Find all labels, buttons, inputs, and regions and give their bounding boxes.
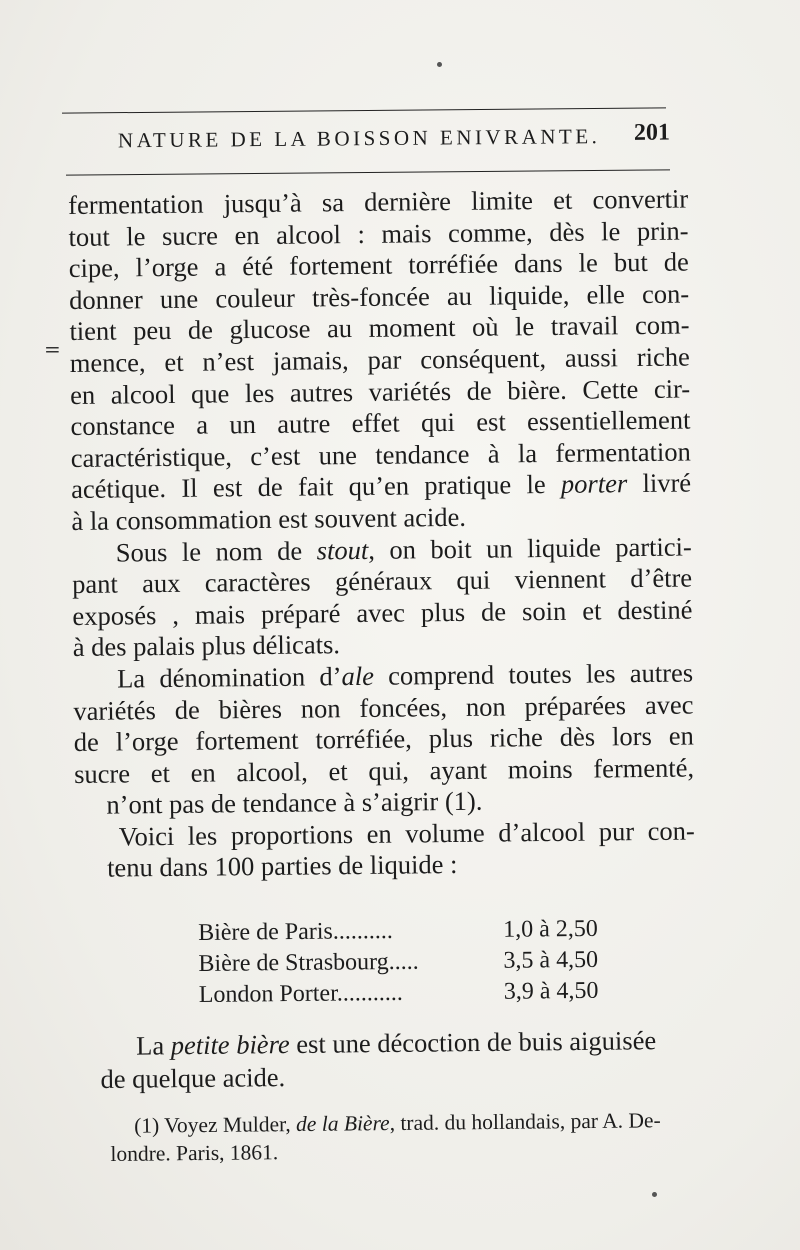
text-line: tenu dans 100 parties de liquide :: [106, 849, 458, 884]
running-header: [100, 118, 670, 167]
footnote-line: londre. Paris, 1861.: [110, 1140, 279, 1166]
table-value: 3,9 à 4,50: [503, 977, 599, 1005]
table-label: Bière de Strasbourg.....: [198, 948, 419, 977]
text-line: caractéristique, c’est une tendance à la fermentation: [70, 436, 691, 473]
italic-term: ale: [341, 660, 375, 692]
italic-term: petite bière: [170, 1029, 290, 1061]
header-rule-bottom: [66, 169, 670, 175]
table-label: London Porter...........: [198, 979, 403, 1008]
italic-term: stout: [316, 534, 369, 565]
text-line: fermentation jusqu’à sa dernière limite et convertir: [68, 183, 689, 220]
text-line: tient peu de glucose au moment où le travail com-: [69, 309, 690, 347]
italic-term: de la Bière: [295, 1111, 390, 1137]
text-line: donner une couleur très-foncée au liquide, elle con-: [68, 278, 690, 315]
text-line: [71, 468, 691, 506]
running-title: NATURE DE LA BOISSON ENIVRANTE.: [117, 124, 601, 153]
text-line: cipe, l’orge a été fortement torréfiée dans le but de: [68, 246, 689, 284]
text-fragment: est une décoction de buis aiguisée: [289, 1025, 657, 1060]
text-fragment: La dénomination d’: [116, 661, 342, 694]
text-line: pant aux caractères généraux qui viennent d’être: [71, 562, 693, 600]
italic-term: porter: [560, 468, 628, 500]
text-fragment: livré: [627, 467, 692, 499]
text-fragment: acétique. Il est de fait qu’en pratique le: [70, 469, 562, 505]
text-line: variétés de bières non foncées, non préparées avec: [73, 688, 694, 726]
text-line: tout le sucre en alcool : mais comme, dès le prin-: [68, 215, 689, 252]
closing-paragraph: [100, 1024, 691, 1096]
table-row: [199, 975, 639, 1011]
header-rule-top: [62, 107, 666, 113]
text-line: [100, 1024, 690, 1063]
text-fragment: Sous le nom de: [115, 534, 317, 568]
text-line: n’ont pas de tendance à s’aigrir (1).: [106, 785, 483, 820]
text-line: sucre et en alcool, et qui, ayant moins fermenté,: [73, 752, 695, 789]
paragraph-3: [73, 657, 695, 821]
table-row: [198, 913, 638, 949]
text-line: en alcool que les autres variétés de bière. Cette cir-: [69, 373, 691, 410]
table-value: 1,0 à 2,50: [503, 915, 598, 943]
table-label: Bière de Paris..........: [198, 917, 393, 946]
paragraph-4: [75, 815, 696, 885]
text-line: exposés , mais préparé avec plus de soin et destiné: [72, 594, 693, 631]
table-row: [198, 944, 638, 980]
text-line: de quelque acide.: [100, 1062, 286, 1094]
text-fragment: , on boit un liquide partici-: [368, 531, 692, 565]
text-fragment: , trad. du hollandais, par A. De-: [389, 1108, 661, 1136]
body-text: [68, 184, 695, 886]
paper-speck: [652, 1192, 657, 1197]
table-value: 3,5 à 4,50: [503, 946, 599, 974]
page-number: 201: [633, 119, 671, 146]
text-line: de l’orge fortement torréfiée, plus riche dès lors en: [73, 720, 694, 758]
paragraph-2: [72, 531, 693, 664]
margin-mark: =: [44, 337, 61, 361]
paper-speck: [437, 62, 442, 67]
alcohol-table: [198, 913, 639, 1011]
text-line: à des palais plus délicats.: [72, 629, 341, 663]
text-fragment: La: [136, 1030, 171, 1061]
text-fragment: comprend toutes les autres: [373, 657, 694, 691]
footnote: [110, 1106, 691, 1168]
text-fragment: (1) Voyez Mulder,: [134, 1112, 297, 1138]
text-line: constance a un autre effet qui est essentiellement: [70, 404, 691, 442]
paragraph-1: [68, 184, 692, 538]
text-line: mence, et n’est jamais, par conséquent, aussi riche: [69, 341, 690, 378]
text-line: à la consommation est souvent acide.: [71, 501, 467, 536]
text-line: Voici les proportions en volume d’alcool pur con-: [118, 815, 695, 852]
